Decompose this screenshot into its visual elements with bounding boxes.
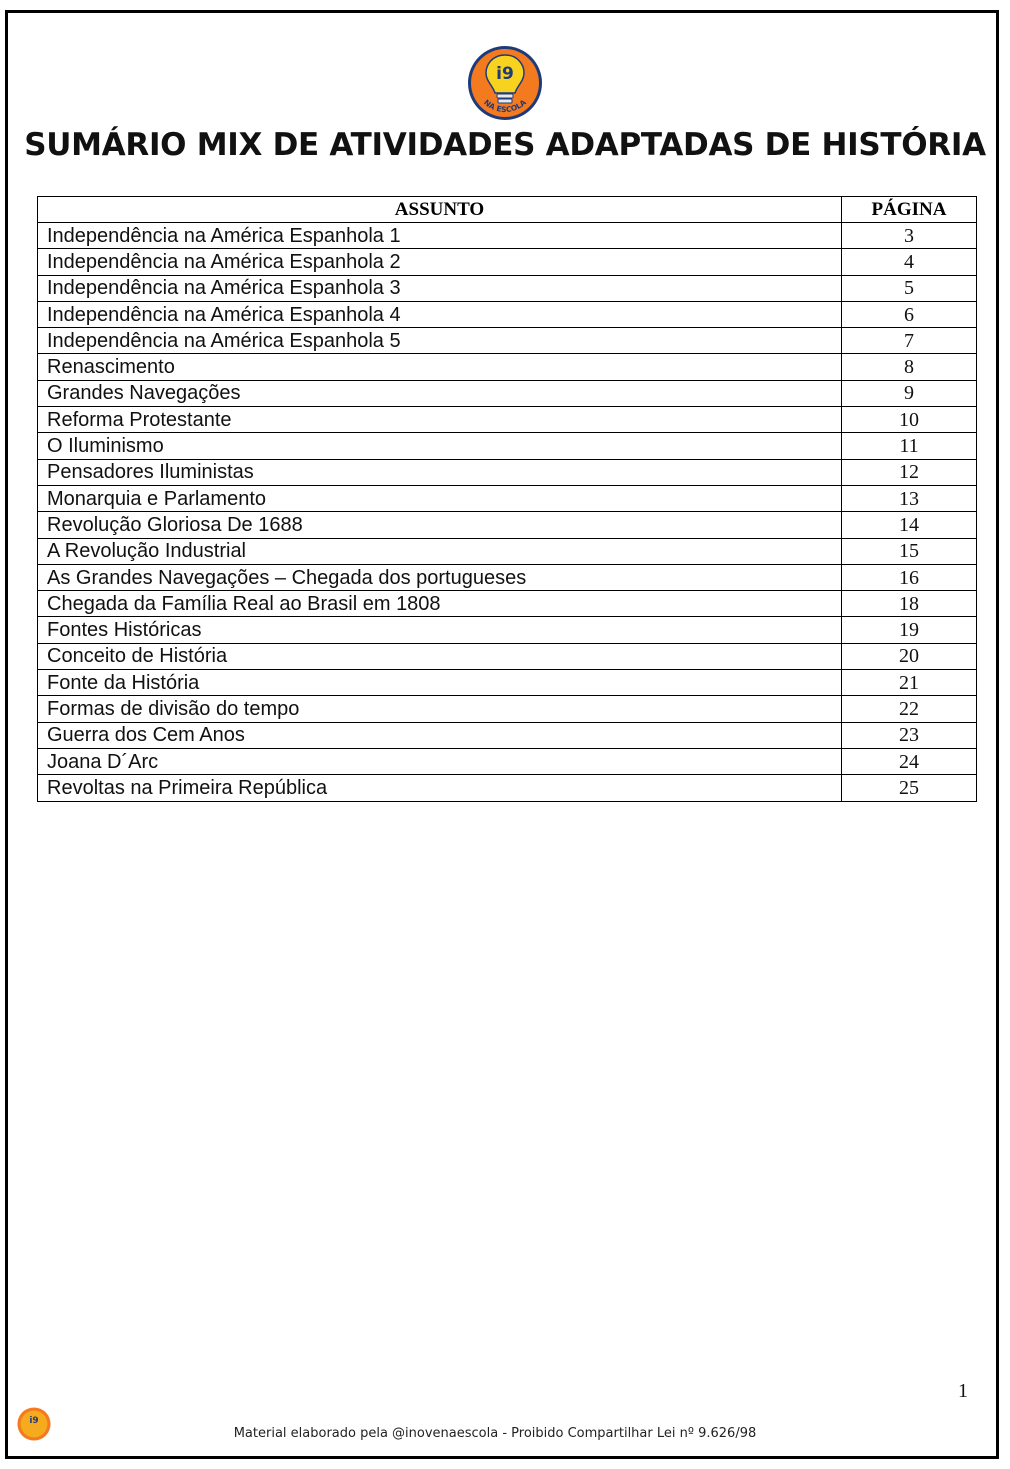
row-page-number: 22 — [842, 696, 977, 722]
row-subject: Renascimento — [38, 354, 842, 380]
table-row — [38, 407, 977, 433]
table-row — [38, 275, 977, 301]
table-row — [38, 775, 977, 801]
table-row — [38, 328, 977, 354]
row-page-number: 10 — [842, 407, 977, 433]
i9-logo — [467, 45, 543, 121]
row-subject: Fonte da História — [38, 670, 842, 696]
row-page-number: 4 — [842, 249, 977, 275]
table-row — [38, 748, 977, 774]
row-page-number: 25 — [842, 775, 977, 801]
row-subject: Conceito de História — [38, 643, 842, 669]
row-subject: Guerra dos Cem Anos — [38, 722, 842, 748]
row-subject: Joana D´Arc — [38, 748, 842, 774]
row-page-number: 8 — [842, 354, 977, 380]
table-row — [38, 485, 977, 511]
row-page-number: 11 — [842, 433, 977, 459]
row-subject: Revoltas na Primeira República — [38, 775, 842, 801]
row-subject: Monarquia e Parlamento — [38, 485, 842, 511]
row-page-number: 14 — [842, 512, 977, 538]
table-row — [38, 380, 977, 406]
table-row — [38, 643, 977, 669]
row-subject: A Revolução Industrial — [38, 538, 842, 564]
row-page-number: 9 — [842, 380, 977, 406]
row-page-number: 16 — [842, 564, 977, 590]
table-header-row — [38, 197, 977, 223]
row-subject: Chegada da Família Real ao Brasil em 1808 — [38, 591, 842, 617]
svg-text:i9: i9 — [496, 64, 514, 84]
table-row — [38, 722, 977, 748]
row-page-number: 20 — [842, 643, 977, 669]
page-title: SUMÁRIO MIX DE ATIVIDADES ADAPTADAS DE HISTÓRIA — [24, 127, 986, 163]
table-row — [38, 301, 977, 327]
row-page-number: 3 — [842, 223, 977, 249]
row-subject: Reforma Protestante — [38, 407, 842, 433]
column-header-subject: ASSUNTO — [38, 197, 842, 223]
row-subject: Independência na América Espanhola 3 — [38, 275, 842, 301]
table-row — [38, 223, 977, 249]
table-row — [38, 670, 977, 696]
row-page-number: 24 — [842, 748, 977, 774]
row-page-number: 18 — [842, 591, 977, 617]
row-page-number: 15 — [842, 538, 977, 564]
row-subject: Grandes Navegações — [38, 380, 842, 406]
row-subject: O Iluminismo — [38, 433, 842, 459]
row-subject: Independência na América Espanhola 1 — [38, 223, 842, 249]
svg-text:NA ESCOLA: NA ESCOLA — [482, 97, 528, 115]
row-page-number: 13 — [842, 485, 977, 511]
table-row — [38, 433, 977, 459]
table-row — [38, 249, 977, 275]
row-subject: Revolução Gloriosa De 1688 — [38, 512, 842, 538]
table-body — [38, 223, 977, 802]
row-page-number: 5 — [842, 275, 977, 301]
table-row — [38, 459, 977, 485]
table-row — [38, 617, 977, 643]
row-page-number: 23 — [842, 722, 977, 748]
row-subject: Fontes Históricas — [38, 617, 842, 643]
row-subject: Pensadores Iluministas — [38, 459, 842, 485]
row-page-number: 21 — [842, 670, 977, 696]
svg-text:i9: i9 — [29, 1416, 39, 1427]
table-row — [38, 354, 977, 380]
table-row — [38, 591, 977, 617]
row-subject: Independência na América Espanhola 2 — [38, 249, 842, 275]
row-page-number: 19 — [842, 617, 977, 643]
footer-copyright: Material elaborado pela @inovenaescola - Proibido Compartilhar Lei nº 9.626/98 — [233, 1426, 757, 1441]
row-page-number: 6 — [842, 301, 977, 327]
row-page-number: 12 — [842, 459, 977, 485]
table-row — [38, 696, 977, 722]
table-row — [38, 512, 977, 538]
page-number: 1 — [958, 1380, 968, 1402]
table-row — [38, 564, 977, 590]
summary-table — [37, 196, 977, 802]
row-subject: Formas de divisão do tempo — [38, 696, 842, 722]
table-row — [38, 538, 977, 564]
row-subject: Independência na América Espanhola 5 — [38, 328, 842, 354]
row-subject: Independência na América Espanhola 4 — [38, 301, 842, 327]
column-header-page: PÁGINA — [842, 197, 977, 223]
row-subject: As Grandes Navegações – Chegada dos portugueses — [38, 564, 842, 590]
row-page-number: 7 — [842, 328, 977, 354]
